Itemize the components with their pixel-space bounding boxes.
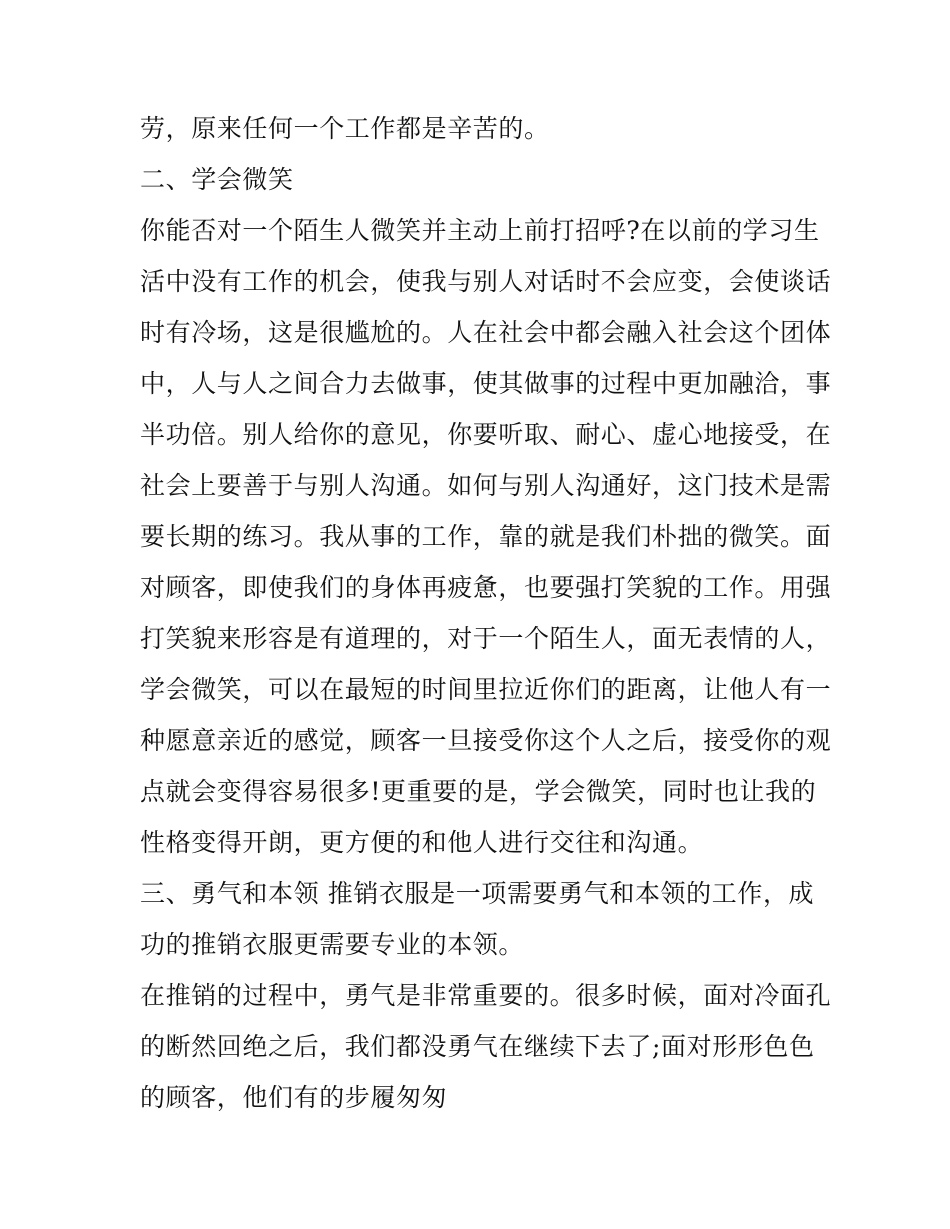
text-line: 打笑貌来形容是有道理的，对于一个陌生人，面无表情的人， [140, 624, 832, 653]
text-line: 劳，原来任何一个工作都是辛苦的。 [140, 114, 550, 143]
text-line: 半功倍。别人给你的意见，你要听取、耐心、虚心地接受，在 [140, 420, 832, 449]
text-line: 你能否对一个陌生人微笑并主动上前打招呼?在以前的学习生 [140, 216, 820, 245]
text-line: 时有冷场，这是很尴尬的。人在社会中都会融入社会这个团体 [140, 318, 832, 347]
text-line: 学会微笑，可以在最短的时间里拉近你们的距离，让他人有一 [140, 675, 832, 704]
text-line: 对顾客，即使我们的身体再疲惫，也要强打笑貌的工作。用强 [140, 573, 832, 602]
text-line: 功的推销衣服更需要专业的本领。 [140, 930, 525, 959]
section-heading: 二、学会微笑 [140, 165, 294, 194]
text-line: 中，人与人之间合力去做事，使其做事的过程中更加融洽，事 [140, 369, 832, 398]
section-heading: 三、勇气和本领 推销衣服是一项需要勇气和本领的工作，成 [140, 879, 815, 908]
text-line: 的断然回绝之后，我们都没勇气在继续下去了;面对形形色色 [140, 1032, 815, 1061]
text-line: 社会上要善于与别人沟通。如何与别人沟通好，这门技术是需 [140, 471, 832, 500]
text-line: 种愿意亲近的感觉，顾客一旦接受你这个人之后，接受你的观 [140, 726, 832, 755]
text-line: 要长期的练习。我从事的工作，靠的就是我们朴拙的微笑。面 [140, 522, 832, 551]
text-line: 点就会变得容易很多!更重要的是，学会微笑，同时也让我的 [140, 777, 817, 806]
text-line: 的顾客，他们有的步履匆匆 [140, 1083, 448, 1112]
text-line: 活中没有工作的机会，使我与别人对话时不会应变，会使谈话 [140, 267, 832, 296]
text-line: 在推销的过程中，勇气是非常重要的。很多时候，面对冷面孔 [140, 981, 832, 1010]
text-line: 性格变得开朗，更方便的和他人进行交往和沟通。 [140, 828, 704, 857]
